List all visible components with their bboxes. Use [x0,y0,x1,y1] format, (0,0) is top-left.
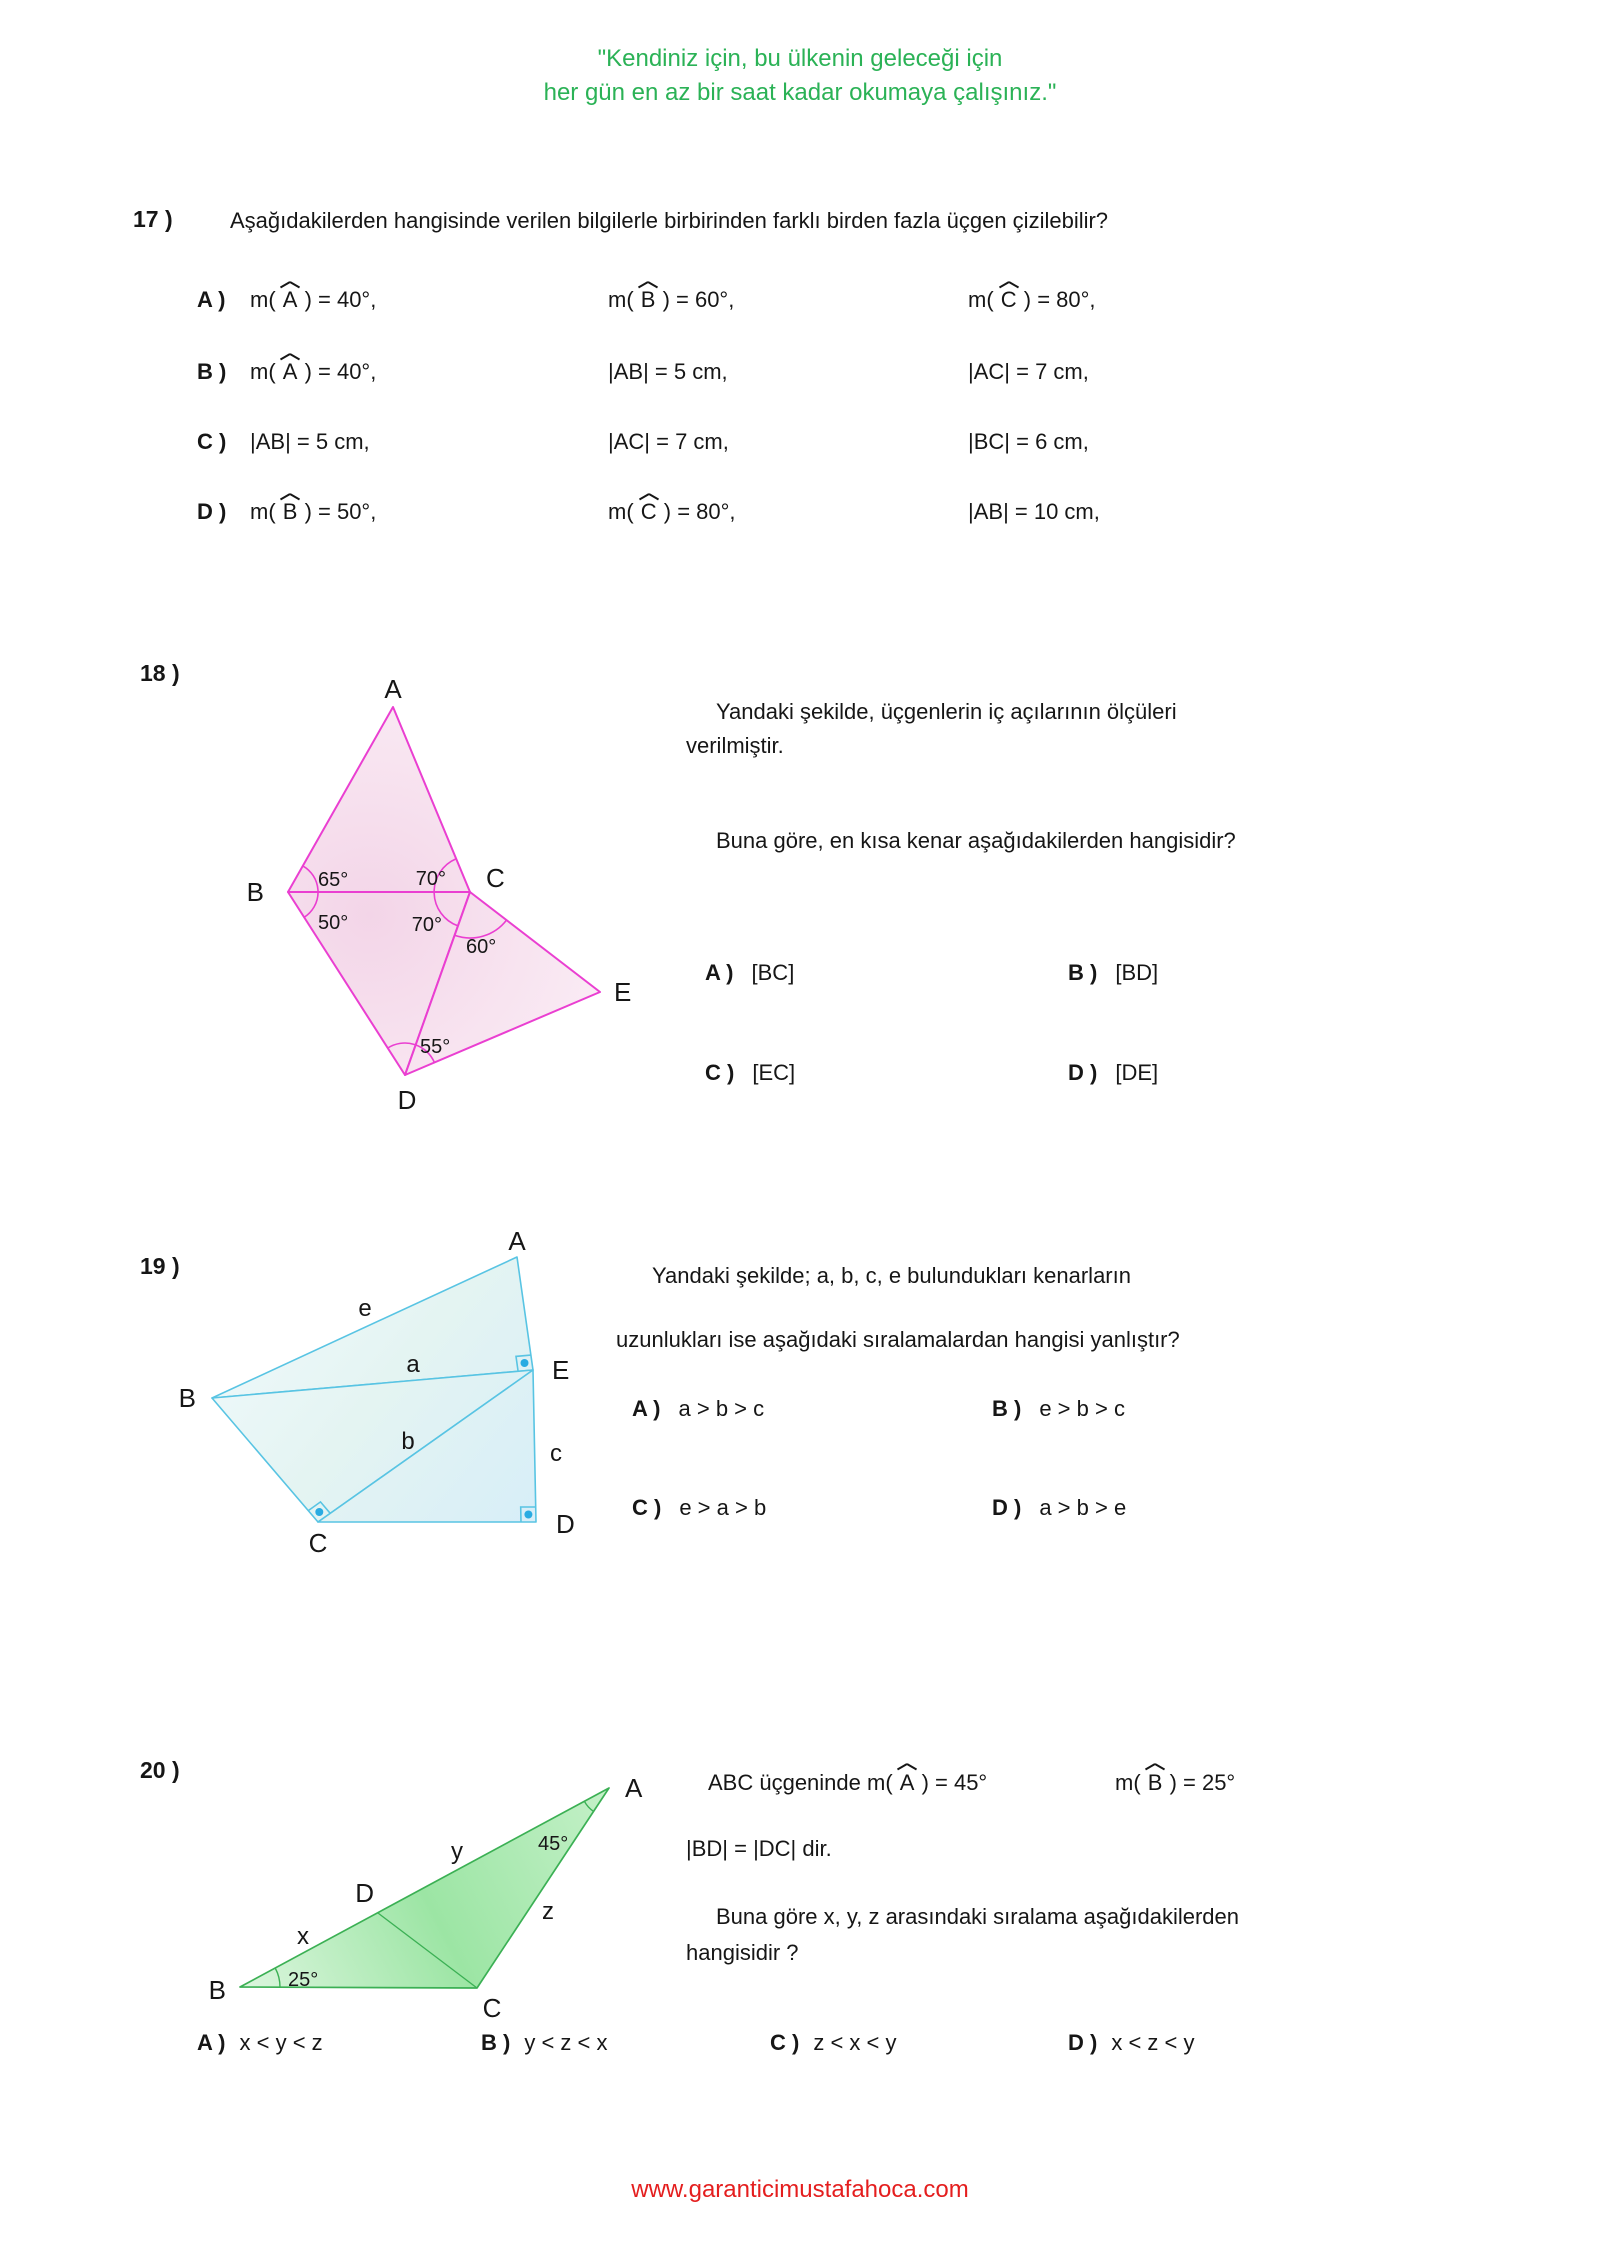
q20-triangle-abc [240,1788,609,1988]
q17-cell: m( B ) = 50°, [250,499,377,524]
q20-side-z: z [542,1898,554,1925]
q17-number: 17 ) [133,206,173,232]
q17-option-c [0,429,1600,457]
q20-side-x: x [297,1923,309,1950]
q20-given-line [0,1769,1600,1799]
q17-question: Aşağıdakilerden hangisinde verilen bilgilerle birbirinden farklı birden fazla üçgen çizilebilir? [230,208,1109,233]
q19-triangles [212,1257,536,1522]
q20-given-angle-b: m( B ) = 25° [1115,1770,1236,1795]
option-label: A ) [632,1396,661,1421]
q20-angle-45: 45° [538,1833,569,1855]
angle-hat-letter: A [899,1770,915,1795]
option-label: B ) [197,359,227,384]
q18-triangles [288,707,600,1075]
q20-option-c [770,2029,896,2056]
q17-cell: |AC| = 7 cm, [608,429,729,454]
option-value: x < z < y [1111,2030,1195,2055]
q19-side-b: b [401,1428,415,1455]
option-label: D ) [197,499,227,524]
q20-vertex-b: B [208,1975,226,2005]
q19-vertex-c: C [308,1528,328,1558]
q19-option-d [992,1494,1126,1521]
right-angle-dot-c [315,1508,323,1516]
q17-options [0,0,1600,560]
q19-side-e: e [358,1295,372,1322]
option-label: A ) [197,2030,226,2055]
q18-vertex-d: D [397,1085,417,1115]
right-angle-dot-e [521,1359,529,1367]
q18-option-c [705,1059,795,1086]
angle-hat-letter: B [640,287,656,312]
option-value: [DE] [1115,1060,1159,1085]
q20-given-angle-a: ABC üçgeninde m( A ) = 45° [708,1770,988,1795]
q17-cell: |AC| = 7 cm, [968,359,1089,384]
q19-statement-line2: uzunlukları ise aşağıdaki sıralamalardan hangisi yanlıştır? [616,1327,1180,1352]
q20-vertex-d: D [355,1878,374,1908]
angle-hat-letter: B [282,499,298,524]
q18-angle-55: 55° [420,1036,451,1058]
q20-option-d [1068,2029,1194,2056]
q19-vertex-d: D [556,1509,575,1539]
q20-angle-25: 25° [288,1969,319,1991]
angle-hat-letter: C [640,499,657,524]
q18-prompt: Buna göre, en kısa kenar aşağıdakilerden hangisidir? [716,828,1236,853]
q18-vertex-e: E [614,977,632,1007]
q19-diagram [160,1220,600,1570]
q17-option-b [0,359,1600,387]
angle-hat-letter: A [282,287,298,312]
q19-side-c: c [550,1440,562,1467]
option-label: D ) [1068,1060,1098,1085]
q17-cell: m( A ) = 40°, [250,287,377,312]
option-label: A ) [705,960,734,985]
option-value: e > b > c [1039,1396,1125,1421]
q17-cell: m( C ) = 80°, [608,499,736,524]
q18-triangle-abc [288,707,470,892]
q17-cell: m( B ) = 60°, [608,287,735,312]
q18-vertex-a: A [384,674,402,704]
q18-statement-line2: verilmiştir. [686,733,784,758]
q20-number: 20 ) [140,1757,180,1783]
q18-number: 18 ) [140,660,180,686]
q17-option-d [0,499,1600,527]
q18-diagram [240,660,660,1120]
option-label: B ) [1068,960,1098,985]
q20-option-b [481,2029,607,2056]
q17-cell: |AB| = 10 cm, [968,499,1100,524]
q20-given-line2: |BD| = |DC| dir. [686,1836,832,1861]
option-label: C ) [632,1495,662,1520]
q18-vertex-c: C [486,863,505,893]
option-label: C ) [705,1060,735,1085]
q18-option-a [705,959,794,986]
q18-statement-line1: Yandaki şekilde, üçgenlerin iç açılarının ölçüleri [716,699,1177,724]
header-quote-line1: "Kendiniz için, bu ülkenin geleceği için [597,45,1003,72]
q18-angle-65: 65° [318,869,349,891]
q17-cell: |AB| = 5 cm, [250,429,370,454]
option-value: y < z < x [524,2030,608,2055]
q19-vertex-e: E [552,1355,570,1385]
right-angle-dot-d [524,1511,532,1519]
option-value: z < x < y [813,2030,897,2055]
footer-url[interactable]: www.garanticimustafahoca.com [631,2176,969,2203]
q20-diagram [180,1758,660,2034]
q19-option-c [632,1494,766,1521]
q20-vertex-a: A [625,1773,643,1803]
q18-option-d [1068,1059,1158,1086]
angle-hat-letter: A [282,359,298,384]
option-value: a > b > c [678,1396,765,1421]
q19-statement-line1: Yandaki şekilde; a, b, c, e bulundukları kenarların [652,1263,1131,1288]
q19-number: 19 ) [140,1253,180,1279]
option-value: [EC] [752,1060,796,1085]
q17-cell: |AB| = 5 cm, [608,359,728,384]
option-label: C ) [197,429,227,454]
option-label: B ) [481,2030,511,2055]
option-label: A ) [197,287,226,312]
q20-prompt-line2: hangisidir ? [686,1940,799,1965]
option-label: D ) [992,1495,1022,1520]
q20-prompt-line1: Buna göre x, y, z arasındaki sıralama aşağıdakilerden [716,1904,1239,1929]
option-value: x < y < z [239,2030,323,2055]
option-value: a > b > e [1039,1495,1127,1520]
q18-angle-70-bottom: 70° [411,914,442,936]
q18-angle-60: 60° [466,936,497,958]
q19-vertex-b: B [178,1383,196,1413]
q19-side-a: a [406,1351,420,1378]
option-value: e > a > b [679,1495,767,1520]
option-value: [BC] [751,960,795,985]
q20-side-y: y [451,1838,463,1865]
q18-angle-50: 50° [318,912,349,934]
q17-cell: m( A ) = 40°, [250,359,377,384]
option-label: D ) [1068,2030,1098,2055]
header-quote-line2: her gün en az bir saat kadar okumaya çalışınız." [543,79,1057,106]
q20-vertex-c: C [482,1993,502,2023]
angle-hat-letter: B [1147,1770,1163,1795]
q19-option-b [992,1395,1125,1422]
q18-vertex-b: B [246,877,264,907]
angle-hat-letter: C [1000,287,1017,312]
q17-cell: |BC| = 6 cm, [968,429,1089,454]
q17-option-a [0,287,1600,315]
q18-option-b [1068,959,1158,986]
option-value: [BD] [1115,960,1159,985]
q20-option-a [197,2029,323,2056]
q19-vertex-a: A [508,1226,526,1256]
q19-option-a [632,1395,764,1422]
option-label: C ) [770,2030,800,2055]
option-label: B ) [992,1396,1022,1421]
q17-cell: m( C ) = 80°, [968,287,1096,312]
q18-angle-70-top: 70° [415,868,446,890]
